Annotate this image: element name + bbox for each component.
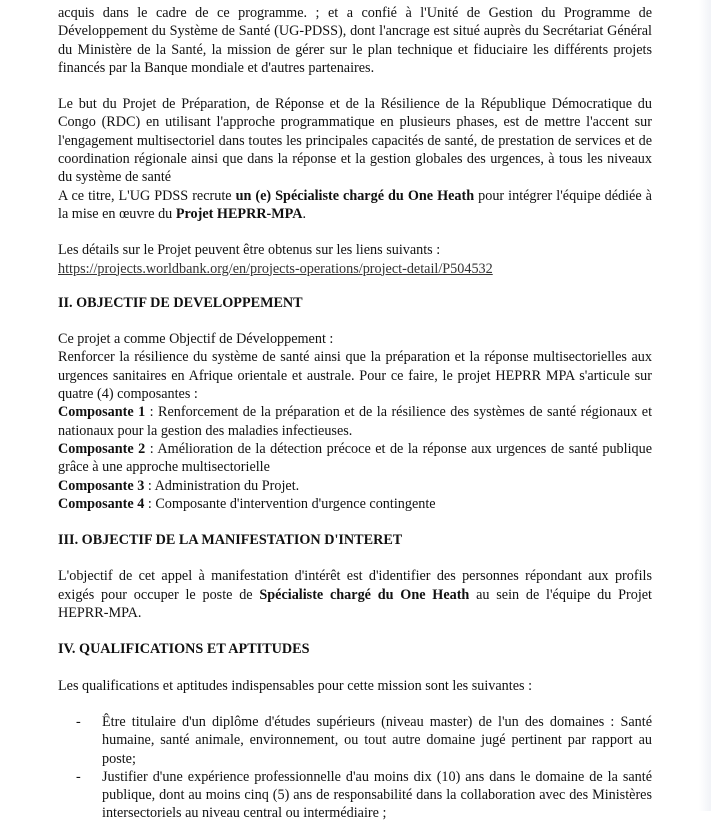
list-item: - Justifier d'une expérience professionnelle d'au moins dix (10) ans dans le domaine de la santé publique, dont au moins cinq (5) ans de responsabilité dans la collaboration avec des Ministères intersectoriels au niveau central ou intermédiaire ; — [76, 768, 652, 822]
details-paragraph: Les détails sur le Projet peuvent être obtenus sur les liens suivants : — [58, 242, 441, 259]
section-2-intro: Ce projet a comme Objectif de Développement : — [58, 331, 334, 348]
project-purpose-paragraph: Le but du Projet de Préparation, de Réponse et de la Résilience de la République Démocratique du Congo (RDC) en utilisant l'approche programmatique en plusieurs phases, est de mettre l'accent sur l'engagement multisectoriel dans toutes les principales capacités de santé, de prestation de services et de coordination régionale ainsi que dans la réponse et la gestion globales des urgences, à tous les niveaux du système de santé — [58, 96, 652, 186]
component-1: Composante 1 : Renforcement de la préparation et de la résilience des systèmes de santé régionaux et nationaux pour la gestion des maladies infectieuses. — [58, 404, 653, 439]
list-item: - Être titulaire d'un diplôme d'études supérieurs (niveau master) de l'un des domaines : Santé humaine, santé animale, environnement, ou tout autre domaine jugé pertinent par rapport au poste; — [76, 713, 652, 767]
section-3-body: L'objectif de cet appel à manifestation d'intérêt est d'identifier des personnes répondant aux profils exigés pour occuper le poste de Spécialiste chargé du One Heath au sein de l'équipe du Projet HEPRR-MPA. — [58, 568, 652, 622]
section-4-intro: Les qualifications et aptitudes indispensables pour cette mission sont les suivantes : — [58, 677, 533, 694]
qualifications-list — [58, 713, 652, 823]
project-link[interactable]: https://projects.worldbank.org/en/projects-operations/project-detail/P504532 — [58, 260, 493, 277]
component-2: Composante 2 : Amélioration de la détection précoce et de la réponse aux urgences de santé publique grâce à une approche multisectorielle — [58, 440, 652, 476]
section-2-title: II. OBJECTIF DE DEVELOPPEMENT — [58, 294, 303, 311]
document-page — [58, 4, 652, 823]
page-edge-shadow — [699, 0, 711, 811]
project-name: Projet HEPRR-MPA — [175, 205, 303, 222]
section-4-title: IV. QUALIFICATIONS ET APTITUDES — [58, 641, 310, 658]
position-title: un (e) Spécialiste chargé du One Heath — [235, 187, 475, 204]
component-4: Composante 4 : Composante d'intervention d'urgence contingente — [58, 495, 436, 512]
section-3-title: III. OBJECTIF DE LA MANIFESTATION D'INTERET — [58, 532, 403, 549]
section-2-body: Renforcer la résilience du système de santé ainsi que la préparation et la réponse multisectorielles aux urgences sanitaires en Afrique orientale et australe. Pour ce faire, le projet HEPRR MPA s'articule sur quatre (4) composantes : — [58, 349, 652, 403]
position-title-2: Spécialiste chargé du One Heath — [259, 586, 470, 603]
recruitment-paragraph: A ce titre, L'UG PDSS recrute un (e) Spécialiste chargé du One Heath pour intégrer l'équipe dédiée à la mise en œuvre du Projet HEPRR-MPA. — [58, 187, 652, 222]
intro-paragraph-1: acquis dans le cadre de ce programme. ; et a confié à l'Unité de Gestion du Programme de Développement du Système de Santé (UG-PDSS), dont l'ancrage est situé auprès du Secrétariat Général du Ministère de la Santé, la mission de gérer sur le plan technique et fiduciaire les différents projets financés par la Banque mondiale et d'autres partenaires. — [58, 5, 652, 76]
component-3: Composante 3 : Administration du Projet. — [58, 477, 300, 494]
